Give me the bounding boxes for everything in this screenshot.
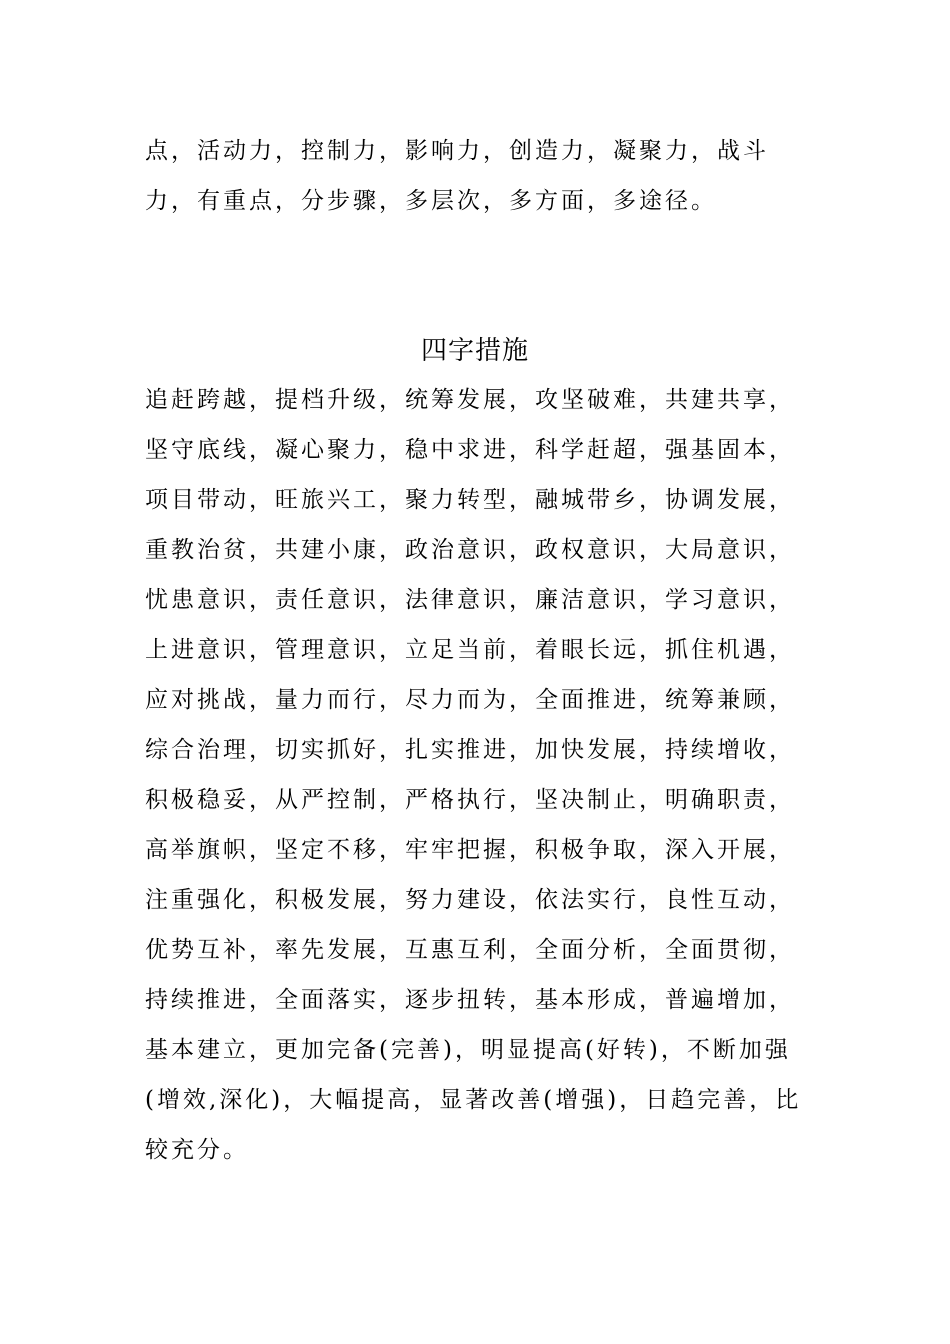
intro-line-2: 力，有重点，分步骤，多层次，多方面，多途径。 <box>145 188 717 214</box>
body-line-4: 重教治贫，共建小康，政治意识，政权意识，大局意识， <box>145 537 795 563</box>
body-line-5: 忧患意识，责任意识，法律意识，廉洁意识，学习意识， <box>145 587 795 613</box>
body-line-16: 较充分。 <box>145 1137 249 1163</box>
section-title: 四字措施 <box>420 336 529 366</box>
body-line-2: 坚守底线，凝心聚力，稳中求进，科学赶超，强基固本， <box>145 437 795 463</box>
body-line-9: 积极稳妥，从严控制，严格执行，坚决制止，明确职责， <box>145 787 795 813</box>
body-line-6: 上进意识，管理意识，立足当前，着眼长远，抓住机遇， <box>145 637 795 663</box>
body-line-8: 综合治理，切实抓好，扎实推进，加快发展，持续增收， <box>145 737 795 763</box>
body-line-3: 项目带动，旺旅兴工，聚力转型，融城带乡，协调发展， <box>145 487 795 513</box>
body-line-10: 高举旗帜，坚定不移，牢牢把握，积极争取，深入开展， <box>145 837 795 863</box>
body-line-11: 注重强化，积极发展，努力建设，依法实行，良性互动， <box>145 887 795 913</box>
body-line-7: 应对挑战，量力而行，尽力而为，全面推进，统筹兼顾， <box>145 687 795 713</box>
body-line-12: 优势互补，率先发展，互惠互利，全面分析，全面贯彻， <box>145 937 795 963</box>
body-line-13: 持续推进，全面落实，逐步扭转，基本形成，普遍增加， <box>145 987 795 1013</box>
intro-line-1: 点，活动力，控制力，影响力，创造力，凝聚力，战斗 <box>145 138 769 164</box>
body-line-15: (增效,深化)，大幅提高，显著改善(增强)，日趋完善，比 <box>145 1087 802 1113</box>
body-line-14: 基本建立，更加完备(完善)，明显提高(好转)，不断加强 <box>145 1037 791 1063</box>
body-line-1: 追赶跨越，提档升级，统筹发展，攻坚破难，共建共享， <box>145 387 795 413</box>
